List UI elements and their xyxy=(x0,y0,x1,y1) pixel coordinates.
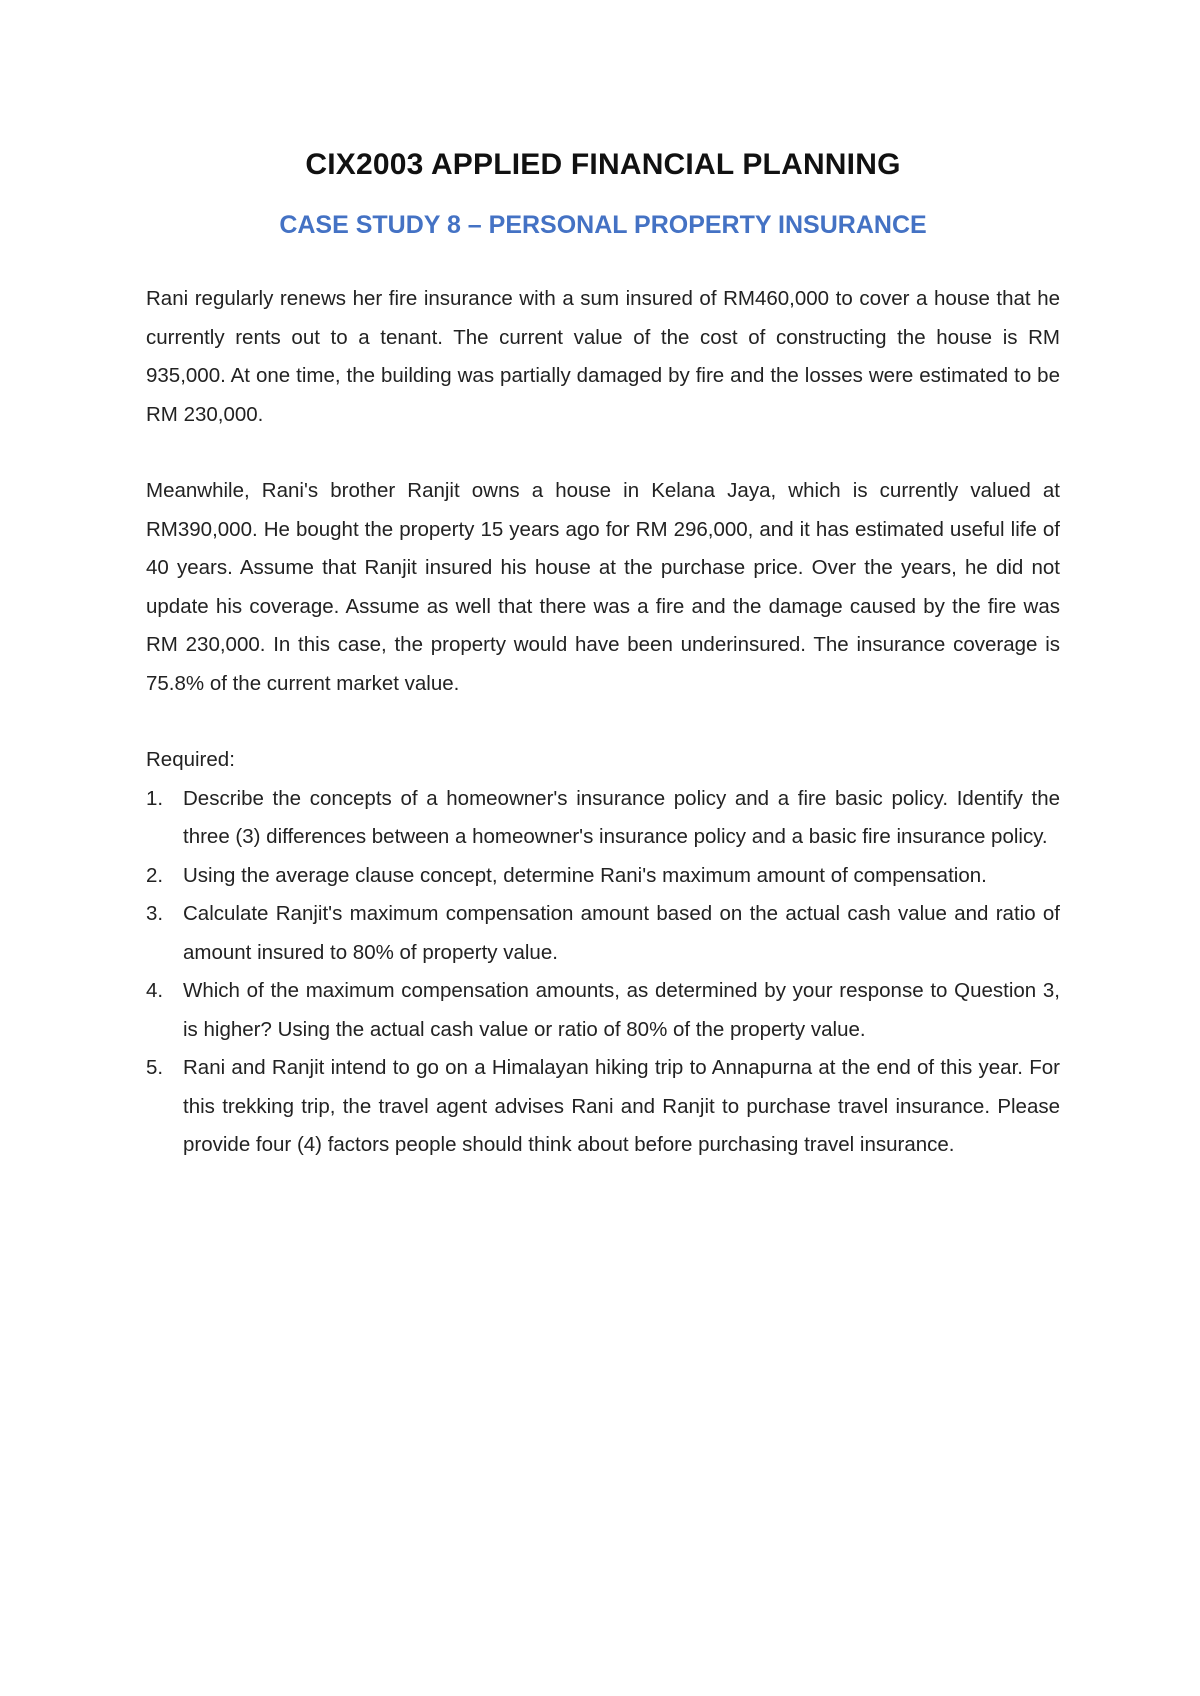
question-text: Describe the concepts of a homeowner's insurance policy and a fire basic policy. Identify the three (3) differences between a homeowner's insurance policy and a basic fire insurance policy. xyxy=(183,786,1060,848)
case-study-subtitle: CASE STUDY 8 – PERSONAL PROPERTY INSURANCE xyxy=(279,211,927,239)
question-number: 3. xyxy=(146,902,164,925)
question-item xyxy=(146,972,1060,1049)
question-text: Using the average clause concept, determine Rani's maximum amount of compensation. xyxy=(183,863,987,887)
document-title: CIX2003 APPLIED FINANCIAL PLANNING xyxy=(305,148,901,181)
question-list xyxy=(146,780,1060,1165)
question-number: 5. xyxy=(146,1056,164,1079)
question-text: Rani and Ranjit intend to go on a Himalayan hiking trip to Annapurna at the end of this year. For this trekking trip, the travel agent advises Rani and Ranjit to purchase travel insurance. Please provide four (4) factors people should think about before purchasing travel insurance. xyxy=(183,1056,1060,1156)
question-number: 4. xyxy=(146,979,164,1002)
question-text: Which of the maximum compensation amounts, as determined by your response to Question 3, is higher? Using the actual cash value or ratio of 80% of the property value. xyxy=(183,979,1060,1041)
required-label: Required: xyxy=(146,748,235,771)
document-content xyxy=(146,143,1060,1165)
question-number: 2. xyxy=(146,863,164,887)
question-item xyxy=(146,1049,1060,1165)
question-text: Calculate Ranjit's maximum compensation amount based on the actual cash value and ratio of amount insured to 80% of property value. xyxy=(183,902,1060,964)
question-item xyxy=(146,780,1060,857)
paragraph-ranjit: Meanwhile, Rani's brother Ranjit owns a house in Kelana Jaya, which is currently valued at RM390,000. He bought the property 15 years ago for RM 296,000, and it has estimated useful life of 40 years. Assume that Ranjit insured his house at the purchase price. Over the years, he did not update his coverage. Assume as well that there was a fire and the damage caused by the fire was RM 230,000. In this case, the property would have been underinsured. The insurance coverage is 75.8% of the current market value. xyxy=(146,479,1060,695)
paragraph-rani: Rani regularly renews her fire insurance with a sum insured of RM460,000 to cover a house that he currently rents out to a tenant. The current value of the cost of constructing the house is RM 935,000. At one time, the building was partially damaged by fire and the losses were estimated to be RM 230,000. xyxy=(146,287,1060,426)
question-item xyxy=(146,857,1060,896)
question-item xyxy=(146,895,1060,972)
question-number: 1. xyxy=(146,786,164,810)
